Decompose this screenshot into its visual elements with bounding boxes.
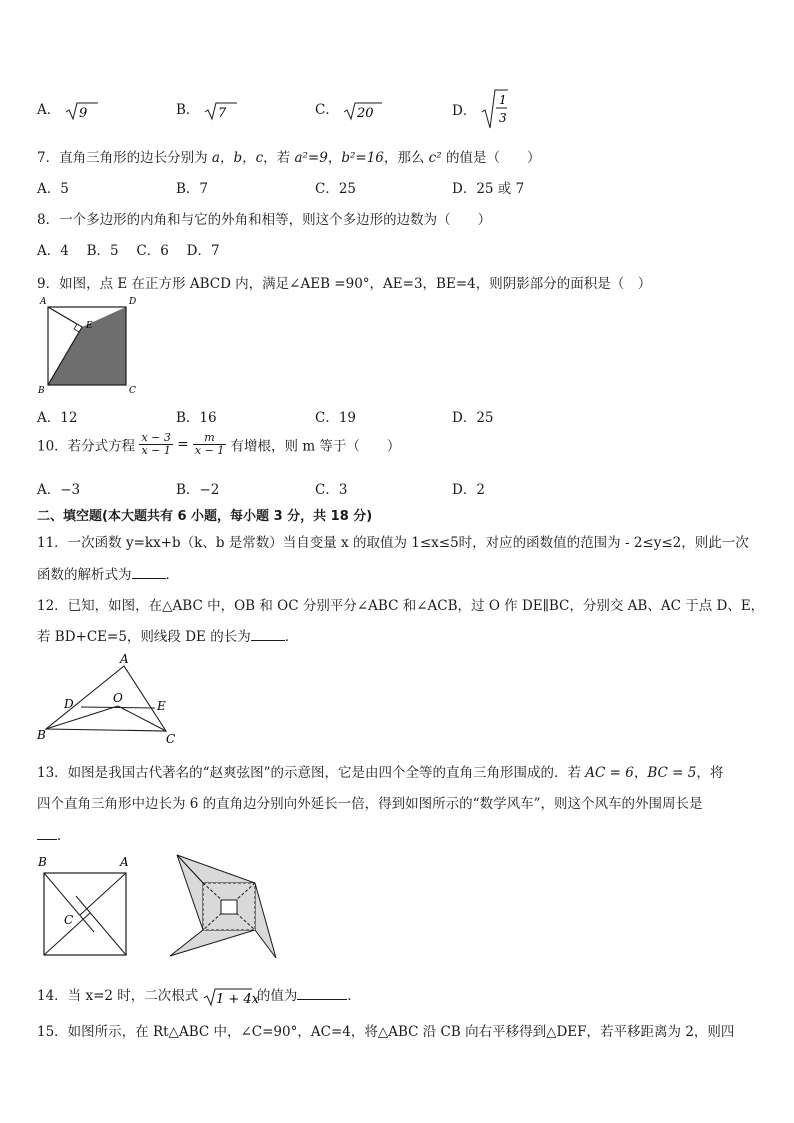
answer-blank — [132, 566, 166, 579]
question-12-line-2: 若 BD+CE=5，则线段 DE 的长为 ． — [37, 629, 299, 645]
sqrt-symbol — [204, 100, 238, 122]
q6-d-denominator: 3 — [498, 111, 507, 125]
pinwheel-inner-square — [221, 900, 237, 914]
q12-label-o: O — [113, 691, 123, 705]
q7-option-d: D．25 或 7 — [452, 181, 525, 197]
q7-condition-a: a²=9 — [294, 150, 328, 166]
q13-label-c: C — [64, 913, 74, 927]
q7-condition-b: b²=16 — [341, 150, 384, 166]
q13-zhao-shuang-square — [34, 852, 146, 958]
q6-option-b: B． 7 — [176, 98, 238, 122]
q7-c-squared: c² — [428, 150, 442, 166]
question-9: 9．如图，点 E 在正方形 ABCD 内，满足∠AEB =90°，AE=3，BE=4，则阴影部分的面积是（ ） — [37, 276, 652, 292]
sqrt-symbol — [203, 986, 259, 1008]
q6-b-radicand: 7 — [217, 105, 226, 121]
question-7: 7．直角三角形的边长分别为 a，b，c，若 a²=9，b²=16，那么 c² 的值是（ ） — [37, 150, 541, 166]
pinwheel-blade-2 — [255, 883, 276, 958]
q13-bc-value: BC = 5 — [647, 765, 697, 781]
q12-label-c: C — [166, 732, 176, 746]
question-12-line-1: 12．已知，如图，在△ABC 中，OB 和 OC 分别平分∠ABC 和∠ACB，过 O 作 DE∥BC，分别交 AB、AC 于点 D、E， — [37, 598, 765, 614]
sqrt-symbol — [343, 100, 383, 122]
question-13-line-2: 四个直角三角形中边长为 6 的直角边分别向外延长一倍，得到如图所示的“数学风车”，则这个风车的外围周长是 — [37, 796, 703, 812]
question-13-line-1: 13．如图是我国古代著名的“赵爽弦图”的示意图，它是由四个全等的直角三角形围成的．若 AC = 6，BC = 5，将 — [37, 765, 724, 781]
q9-option-c: C．19 — [315, 410, 357, 426]
sqrt-symbol — [481, 88, 509, 130]
q13-label-a: A — [120, 855, 129, 869]
q10-fraction-left: $\frac{x - 3}{x - 1}$ — [141, 431, 171, 457]
question-15: 15．如图所示，在 Rt△ABC 中，∠C=90°，AC=4，将△ABC 沿 CB 向右平移得到△DEF，若平移距离为 2，则四 — [37, 1024, 735, 1040]
q10-option-a: A．−3 — [37, 482, 81, 498]
q6-option-c: C． 20 — [315, 98, 383, 122]
q12-segment-ob — [46, 706, 118, 729]
q9-label-b: B — [38, 386, 45, 396]
q8-options: A．4 B．5 C．6 D．7 — [37, 243, 220, 259]
q9-option-b: B．16 — [176, 410, 217, 426]
q7-option-b: B．7 — [176, 181, 209, 197]
q9-label-d: D — [129, 297, 137, 307]
question-8: 8．一个多边形的内角和与它的外角和相等，则这个多边形的边数为（ ） — [37, 212, 492, 228]
pinwheel-blade-3 — [170, 930, 255, 956]
question-11-line-1: 11．一次函数 y=kx+b（k、b 是常数）当自变量 x 的取值为 1≤x≤5时，对应的函数值的范围为 - 2≤y≤2，则此一次 — [37, 535, 749, 551]
q10-option-c: C．3 — [315, 482, 348, 498]
q6-option-a: A． 9 — [37, 98, 99, 122]
q7-option-c: C．25 — [315, 181, 357, 197]
q12-segment-de — [81, 707, 155, 708]
section-heading: 二、填空题(本大题共有 6 小题，每小题 3 分，共 18 分) — [37, 509, 373, 524]
q13-label-b: B — [38, 855, 47, 869]
q12-triangle-figure — [34, 652, 184, 748]
sqrt-symbol — [65, 100, 99, 122]
q12-label-d: D — [64, 697, 74, 711]
question-10: 10．若分式方程 $\frac{x - 3}{x - 1}$ = $\frac{m}{x - 1}$ 有增根，则 m 等于（ ） — [37, 431, 401, 457]
q13-ac-value: AC = 6 — [585, 765, 634, 781]
q9-label-c: C — [129, 386, 136, 396]
q10-option-d: D．2 — [452, 482, 485, 498]
q9-option-a: A．12 — [37, 410, 78, 426]
q6-d-numerator: 1 — [498, 93, 507, 107]
q9-option-d: D．25 — [452, 410, 494, 426]
q12-label-b: B — [37, 728, 46, 742]
q9-shaded-region — [48, 307, 126, 385]
answer-blank — [37, 827, 57, 840]
q12-label-e: E — [157, 699, 166, 713]
q13-math-pinwheel — [165, 852, 280, 962]
q12-label-a: A — [120, 652, 129, 666]
q14-radicand: 1 + 4x — [215, 991, 259, 1007]
q6-a-radicand: 9 — [78, 105, 87, 121]
q9-square-figure — [34, 295, 144, 397]
question-14: 14．当 x=2 时，二次根式 1 + 4x 的值为 ． — [37, 984, 361, 1008]
q9-label-a: A — [40, 297, 47, 307]
question-13-line-3: ． — [37, 824, 71, 844]
question-11-line-2: 函数的解析式为 ． — [37, 567, 179, 583]
q6-c-radicand: 20 — [357, 105, 374, 121]
q7-option-a: A．5 — [37, 181, 69, 197]
q13-outer-square — [44, 873, 126, 955]
q9-label-e: E — [86, 321, 93, 331]
q7-variables: a，b，c — [211, 150, 264, 166]
q10-fraction-right: $\frac{m}{x - 1}$ — [194, 431, 225, 457]
answer-blank — [251, 628, 285, 641]
q10-option-b: B．−2 — [176, 482, 220, 498]
q6-option-d: D． 1 3 — [452, 88, 509, 130]
answer-blank — [297, 987, 347, 1000]
